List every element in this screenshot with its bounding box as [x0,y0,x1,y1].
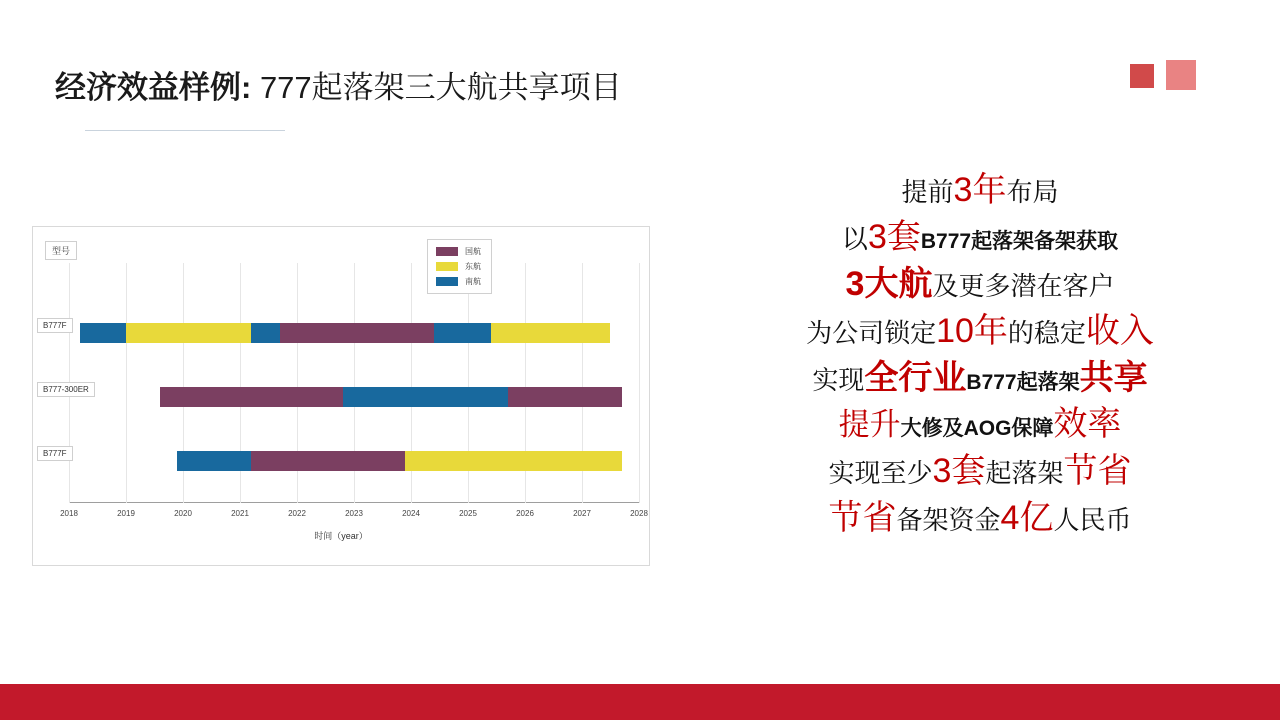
gantt-bar-segment [508,387,622,407]
gantt-bar-segment [80,323,126,343]
legend-label: 国航 [465,247,481,256]
line6-a: 提升 [838,407,901,443]
line1-a: 提前 [901,177,954,207]
highlight-text-block [700,168,1260,543]
decorative-square-light [1166,60,1196,90]
x-tick-label: 2028 [630,509,648,518]
footer-bar [0,684,1280,720]
chart-gridline [126,263,127,503]
highlight-line-2 [700,215,1260,260]
line7-b: 3套 [932,452,986,491]
chart-x-axis-title: 时间（year） [314,531,368,541]
line5-c: B777起落架 [966,370,1080,394]
line3-a: 3大航 [845,264,933,303]
highlight-line-5 [700,356,1260,401]
line5-d: 共享 [1079,358,1148,397]
legend-swatch [436,262,458,271]
chart-row-label: B777F [37,318,73,333]
line8-c: 4亿 [1000,499,1054,538]
chart-plot-area [69,263,639,503]
line7-c: 起落架 [985,458,1064,489]
line2-b: 3套 [867,217,921,256]
line7-a: 实现至少 [828,458,933,489]
line7-d: 节省 [1063,452,1132,491]
x-tick-label: 2021 [231,509,249,518]
line4-c: 的稳定 [1007,317,1086,348]
gantt-bar-segment [343,387,508,407]
chart-legend [427,239,492,294]
x-tick-label: 2023 [345,509,363,518]
highlight-line-1 [700,168,1260,213]
line5-a: 实现 [812,364,865,395]
x-tick-label: 2027 [573,509,591,518]
x-tick-label: 2018 [60,509,78,518]
x-tick-label: 2026 [516,509,534,518]
line2-a: 以 [841,223,868,254]
line3-b: 及更多潜在客户 [932,270,1115,301]
gantt-chart [32,226,650,566]
chart-gridline [639,263,640,503]
line1-c: 布局 [1006,177,1059,207]
chart-row-label: B777-300ER [37,382,95,397]
line2-c: B777起落架备架获取 [920,229,1119,253]
gantt-bar-segment [126,323,251,343]
legend-item [436,276,481,287]
highlight-line-4 [700,309,1260,354]
gantt-bar-segment [251,323,280,343]
title-emphasis: 经济效益样例: [55,70,252,105]
gantt-bar-segment [177,451,251,471]
highlight-line-6 [700,402,1260,447]
decorative-square-dark [1130,64,1154,88]
line6-c: 效率 [1053,405,1122,444]
highlight-line-3 [700,262,1260,307]
line1-b: 3年 [953,171,1007,209]
x-tick-label: 2024 [402,509,420,518]
gantt-bar-segment [280,323,434,343]
x-tick-label: 2020 [174,509,192,518]
page-title [55,62,622,107]
highlight-line-7 [700,449,1260,494]
legend-item [436,246,481,257]
chart-row-label: B777F [37,446,73,461]
gantt-bar-segment [405,451,622,471]
x-tick-label: 2025 [459,509,477,518]
chart-y-axis-title: 型号 [45,241,77,260]
legend-swatch [436,247,458,256]
legend-label: 东航 [465,262,481,271]
legend-swatch [436,277,458,286]
line6-b: 大修及AOG保障 [900,417,1054,441]
line5-b: 全行业 [864,358,967,397]
title-divider [85,130,285,131]
gantt-bar-segment [434,323,491,343]
title-rest: 777起落架三大航共享项目 [251,70,622,105]
line8-a: 节省 [828,499,897,538]
line8-b: 备架资金 [896,505,1001,536]
gantt-bar-segment [491,323,611,343]
legend-item [436,261,481,272]
line4-d: 收入 [1085,311,1154,350]
highlight-line-8 [700,496,1260,541]
line4-b: 10年 [936,311,1008,350]
gantt-bar-segment [251,451,405,471]
line4-a: 为公司锁定 [806,317,937,348]
gantt-bar-segment [160,387,342,407]
x-tick-label: 2022 [288,509,306,518]
x-tick-label: 2019 [117,509,135,518]
legend-label: 南航 [465,277,481,286]
line8-d: 人民币 [1053,505,1132,536]
